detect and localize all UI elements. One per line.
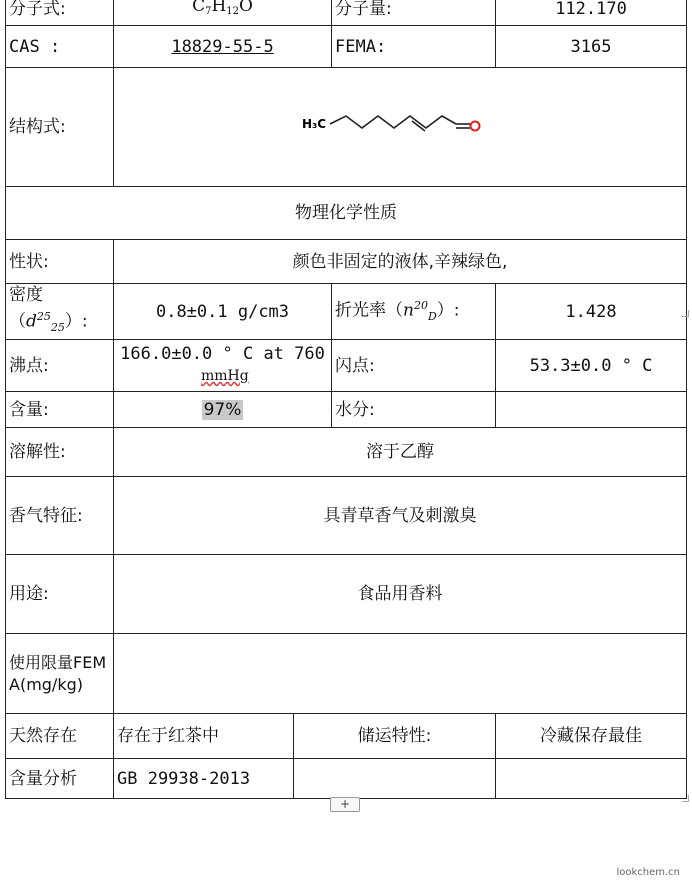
content-label: 含量: xyxy=(6,392,114,428)
cas-value[interactable] xyxy=(114,26,332,68)
solubility-value: 溶于乙醇 xyxy=(114,428,687,477)
table-row xyxy=(6,759,687,799)
cas-link[interactable]: 18829-55-5 xyxy=(171,36,274,57)
table-row xyxy=(6,284,687,340)
usage-limit-label: 使用限量FEMA(mg/kg) xyxy=(6,634,114,714)
appearance-value: 颜色非固定的液体,辛辣绿色, xyxy=(114,240,687,284)
structure-image xyxy=(300,104,500,144)
appearance-label: 性状: xyxy=(6,240,114,284)
fema-label: FEMA: xyxy=(332,26,496,68)
analysis-value: GB 29938-2013 xyxy=(114,759,294,799)
table-row xyxy=(6,26,687,68)
storage-label: 储运特性: xyxy=(294,714,496,759)
flash-point-label: 闪点: xyxy=(332,340,496,392)
structure-cell xyxy=(114,68,687,187)
mw-label: 分子量: xyxy=(332,0,496,26)
boiling-point-value: 166.0±0.0 ° C at 760 mmHg xyxy=(114,340,332,392)
content-value: 97% xyxy=(114,392,332,428)
cas-label: CAS : xyxy=(6,26,114,68)
odor-value: 具青草香气及刺激臭 xyxy=(114,477,687,555)
solubility-label: 溶解性: xyxy=(6,428,114,477)
boiling-point-label: 沸点: xyxy=(6,340,114,392)
flash-point-value: 53.3±0.0 ° C xyxy=(496,340,687,392)
formula-value: $C_7H_{12}O$ xyxy=(114,0,332,26)
mw-value: 112.170 xyxy=(496,0,687,26)
empty-cell xyxy=(294,759,496,799)
use-label: 用途: xyxy=(6,555,114,634)
natural-occurrence-value: 存在于红茶中 xyxy=(114,714,294,759)
table-row xyxy=(6,477,687,555)
analysis-label: 含量分析 xyxy=(6,759,114,799)
table-resize-handle[interactable] xyxy=(682,795,689,802)
density-label: 密度$(d^{25}_{25})$: xyxy=(6,284,114,340)
refractive-index-label: 折光率$(n^{20}_D)$: xyxy=(332,284,496,340)
add-row-button[interactable]: + xyxy=(330,797,360,812)
table-row xyxy=(6,187,687,240)
water-value xyxy=(496,392,687,428)
table-row xyxy=(6,555,687,634)
odor-label: 香气特征: xyxy=(6,477,114,555)
structure-label: 结构式: xyxy=(6,68,114,187)
table-resize-handle[interactable] xyxy=(682,310,689,317)
methyl-group-label: H₃C xyxy=(302,117,327,131)
watermark: lookchem.cn xyxy=(616,867,680,878)
table-row xyxy=(6,634,687,714)
table-row xyxy=(6,0,687,26)
oxygen-atom-icon xyxy=(471,122,480,131)
density-value: 0.8±0.1 g/cm3 xyxy=(114,284,332,340)
section-title: 物理化学性质 xyxy=(6,187,687,240)
usage-limit-value xyxy=(114,634,687,714)
formula-label: 分子式: xyxy=(6,0,114,26)
table-row xyxy=(6,714,687,759)
table-row xyxy=(6,392,687,428)
table-row xyxy=(6,240,687,284)
empty-cell xyxy=(496,759,687,799)
table-row xyxy=(6,68,687,187)
storage-value: 冷藏保存最佳 xyxy=(496,714,687,759)
table-row xyxy=(6,428,687,477)
water-label: 水分: xyxy=(332,392,496,428)
use-value: 食品用香料 xyxy=(114,555,687,634)
product-spec-table xyxy=(5,0,687,799)
refractive-index-value: 1.428 xyxy=(496,284,687,340)
table-row xyxy=(6,340,687,392)
fema-value: 3165 xyxy=(496,26,687,68)
natural-occurrence-label: 天然存在 xyxy=(6,714,114,759)
